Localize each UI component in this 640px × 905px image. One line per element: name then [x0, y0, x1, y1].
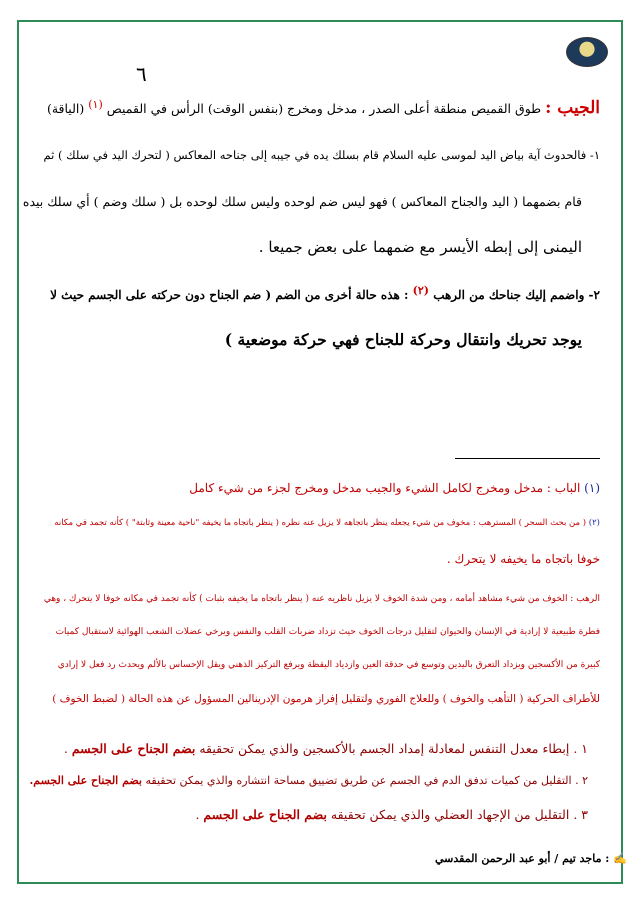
rahab-line-1: الرهب : الخوف من شيء مشاهد أمامه ، ومن شدة الخوف لا يزيل ناظريه عنه ( ينظر باتجاه ما يخيفه بثبات ) كأنه تجمد في مكانه خوفا لا يتحرك ، وهي [43, 594, 600, 604]
point1-line-3: اليمنى إلى إبطه الأيسر مع ضمهما على بعض جميعا . [258, 238, 582, 256]
page-number: ٦ [136, 62, 147, 86]
footnote-separator [455, 458, 600, 459]
footnote-1-text: الباب : مدخل ومخرج لكامل الشيء والجيب مدخل ومخرج لجزء من شيء كامل [189, 481, 581, 495]
point2-line-2: يوجد تحريك وانتقال وحركة للجناح فهي حركة موضعية ) [224, 330, 582, 349]
answer-text: طوق القميص منطقة أعلى الصدر ، مدخل ومخرج (بنفس الوقت) الرأس في القميص [106, 101, 542, 117]
list-item-number: ٢ . [575, 774, 588, 787]
rahab-line-4: للأطراف الحركية ( التأهب والخوف ) وللعلاج الفوري ولتقليل إفراز هرمون الإدرينالين المسؤول عن هذه الحالة ( لضبط الخوف ) [52, 693, 600, 705]
point2-rest: : هذه حالة أخرى من الضم ( ضم الجناح دون حركته على الجسم حيث لا [50, 288, 409, 302]
list-item-end: . [63, 741, 72, 756]
list-item [64, 741, 588, 756]
author-name: : ماجد تيم / أبو عبد الرحمن المقدسي [435, 852, 610, 865]
list-item-bold: بضم الجناح على الجسم [203, 807, 327, 822]
list-item [195, 807, 588, 822]
list-item-number: ١ . [573, 741, 588, 756]
point1-line-2: قام بضمهما ( اليد والجناح المعاكس ) فهو ليس ضم لوحده وليس سلك لوحده بل ( سلك وضم ) أي سلك بيده [22, 194, 582, 209]
footnote-1-number: (١) [584, 481, 600, 495]
list-item [29, 774, 588, 787]
emblem-logo [566, 37, 608, 67]
footnote-2-number: (٢) [588, 518, 600, 528]
answer-line [47, 98, 600, 118]
footnote-2-text: ( من بحث السحر ) المسترهب : مخوف من شيء يجعله ينظر باتجاهه لا يزيل عنه نظره ( ينظر باتجاه ما يخيفه "ناحية معينة وثابتة" ) كأنه تجمد في مكانه [54, 518, 587, 528]
list-item-text: التقليل من الإجهاد العضلي والذي يمكن تحقيقه [330, 807, 570, 822]
list-item-text: التقليل من كميات تدفق الدم في الجسم عن طريق تضييق مساحة انتشاره والذي يمكن تحقيقه [145, 774, 572, 787]
list-item-text: إبطاء معدل التنفس لمعادلة إمداد الجسم بالأكسجين والذي يمكن تحقيقه [199, 741, 570, 756]
footnote-ref-2[interactable]: (٢) [412, 284, 429, 297]
point2-prefix: ٢- واضمم إليك جناحك من الرهب [433, 288, 600, 302]
author-signature [435, 852, 627, 865]
answer-tail: (الياقة) [46, 101, 85, 117]
point2-line-1 [50, 284, 600, 302]
footnote-2-cont: خوفا باتجاه ما يخيفه لا يتحرك . [446, 552, 600, 566]
point1-line-1: ١- فالحدوث آية بياض اليد لموسى عليه السلام قام بسلك يده في جيبه إلى جناحه المعاكس ( لتحرك اليد في سلك ) ثم [43, 148, 600, 162]
list-item-bold: بضم الجناح على الجسم [71, 741, 196, 756]
footnote-1 [189, 481, 600, 495]
rahab-line-2: فطرة طبيعية لا إرادية في الإنسان والحيوان لتقليل درجات الخوف حيث تزداد ضربات القلب والنفس ويرخي عضلات الشعب الهوائية لاستقبال كميات [55, 627, 600, 637]
list-item-end: . [195, 807, 204, 822]
rahab-line-3: كبيرة من الأكسجين ويزداد التعرق باليدين وتوسع في حدقة العين وازدياد اليقظة ويرفع التركيز الذهني ويقل الإحساس بالألم ويحدث رد فعل لا إرادي [57, 660, 600, 670]
footnote-2 [54, 518, 600, 528]
list-item-number: ٣ . [573, 807, 588, 822]
list-item-bold: بضم الجناح على الجسم. [29, 774, 142, 787]
footnote-ref-1[interactable]: (١) [88, 98, 103, 111]
answer-label: الجيب : [545, 98, 600, 119]
pen-icon: ✍ [613, 852, 627, 865]
